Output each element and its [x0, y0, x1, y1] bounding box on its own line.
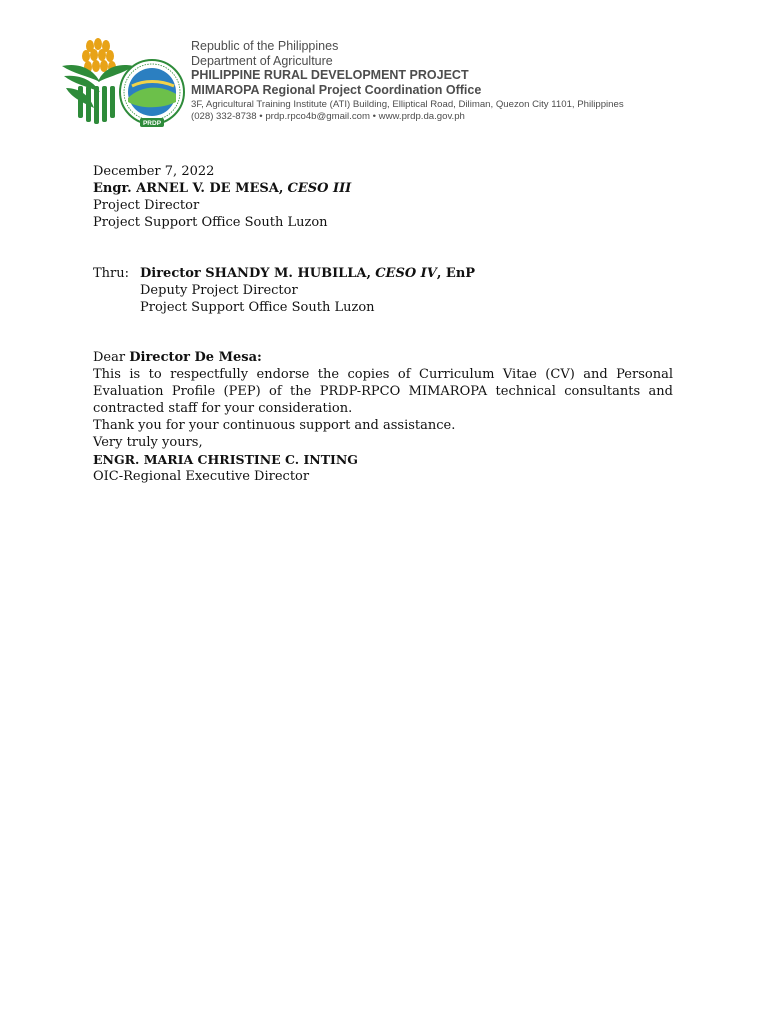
salutation — [93, 349, 673, 366]
thru-name — [140, 265, 475, 282]
contact-line — [191, 111, 624, 123]
salutation-name: Director De Mesa: — [129, 350, 262, 365]
closing: Very truly yours, — [93, 435, 203, 450]
recipient-title: Project Director — [93, 198, 200, 213]
thru-label: Thru: — [93, 266, 130, 281]
office-address: 3F, Agricultural Training Institute (ATI) Building, Elliptical Road, Diliman, Quezon City 1101, Philippines — [191, 99, 624, 110]
thru-title: Deputy Project Director — [140, 283, 298, 298]
project-name: PHILIPPINE RURAL DEVELOPMENT PROJECT — [191, 68, 469, 82]
prdp-logo — [60, 36, 188, 130]
office-name: MIMAROPA Regional Project Coordination Office — [191, 83, 482, 97]
recipient-block — [93, 180, 673, 231]
recipient-name-text: Engr. ARNEL V. DE MESA, — [93, 181, 284, 196]
thru-suffix: , EnP — [436, 266, 476, 281]
separator-dot: • — [259, 111, 263, 122]
thru-details — [140, 265, 475, 316]
recipient-name — [93, 180, 673, 197]
wheat-icon — [82, 38, 116, 73]
thru-rank: CESO IV — [375, 266, 437, 281]
signatory-name: ENGR. MARIA CHRISTINE C. INTING — [93, 452, 358, 467]
thru-name-text: Director SHANDY M. HUBILLA, — [140, 266, 372, 281]
signature-block — [93, 451, 673, 485]
letter-body — [93, 163, 673, 485]
recipient-rank: CESO III — [287, 181, 352, 196]
department-line: Department of Agriculture — [191, 54, 333, 68]
letterhead-text — [191, 39, 624, 123]
phone-number: (028) 332-8738 — [191, 111, 257, 122]
salutation-greeting: Dear — [93, 350, 126, 365]
body-paragraph: This is to respectfully endorse the copies of Curriculum Vitae (CV) and Personal Evaluation Profile (PEP) of the PRDP-RPCO MIMAROPA technical consultants and contracted staff for your consideration. — [93, 367, 673, 416]
thru-office: Project Support Office South Luzon — [140, 300, 375, 315]
letterhead — [0, 0, 768, 140]
thanks-paragraph: Thank you for your continuous support and assistance. — [93, 418, 456, 433]
website-link[interactable]: www.prdp.da.gov.ph — [378, 111, 465, 122]
email-link[interactable]: prdp.rpco4b@gmail.com — [265, 111, 370, 122]
thru-block — [93, 265, 673, 316]
republic-line: Republic of the Philippines — [191, 39, 339, 53]
logo-badge-text: PRDP — [142, 120, 162, 127]
seal-icon — [120, 60, 184, 127]
separator-dot: • — [372, 111, 376, 122]
recipient-office: Project Support Office South Luzon — [93, 215, 328, 230]
letter-date: December 7, 2022 — [93, 164, 215, 179]
signatory-title: OIC-Regional Executive Director — [93, 469, 310, 484]
